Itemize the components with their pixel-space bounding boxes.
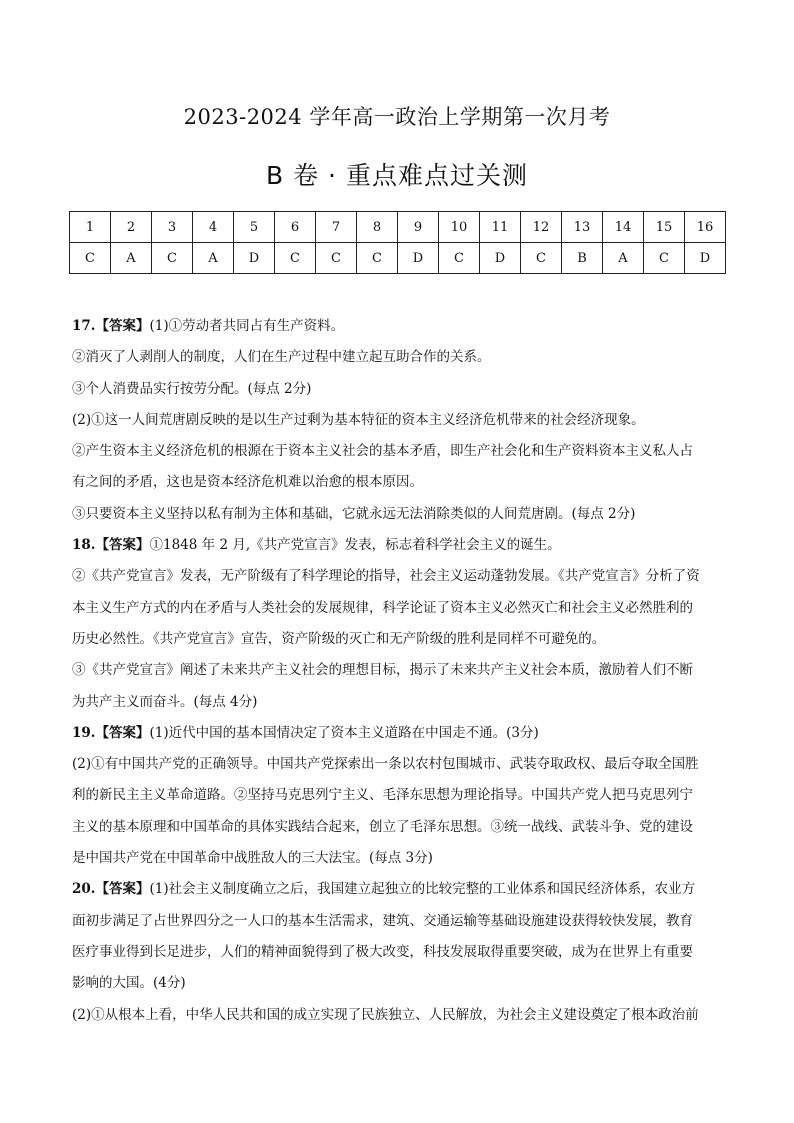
answer-text: 本主义生产方式的内在矛盾与人类社会的发展规律，科学论证了资本主义必然灭亡和社会主义必然胜利的 [72,599,693,616]
answer-cell: C [152,243,193,274]
answer-line [72,780,724,811]
answer-line [72,906,724,937]
answer-line [72,374,724,405]
question-label: 18.【答案】 [72,537,150,554]
question-number-cell: 14 [603,212,644,243]
question-number-cell: 9 [398,212,439,243]
answer-line [72,561,724,592]
answer-cell: A [111,243,152,274]
answer-text: (2)①有中国共产党的正确领导。中国共产党探索出一条以农村包围城市、武装夺取政权、最后夺取全国胜 [72,756,699,773]
answer-text: 为共产主义而奋斗。(每点 4分) [72,693,258,710]
answer-cell: C [521,243,562,274]
answer-line [72,342,724,373]
answer-line [72,968,724,999]
answer-cell: D [685,243,726,274]
answer-text: ②《共产党宣言》发表，无产阶级有了科学理论的指导，社会主义运动蓬勃发展。《共产党宣言》分析了资 [72,568,700,585]
answer-text: (2)①这一人间荒唐剧反映的是以生产过剩为基本特征的资本主义经济危机带来的社会经济现象。 [72,411,645,428]
answer-text: ②消灭了人剥削人的制度，人们在生产过程中建立起互助合作的关系。 [72,349,491,366]
answer-line [72,812,724,843]
answer-text: 影响的大国。(4分) [72,975,186,992]
answer-text: ③个人消费品实行按劳分配。(每点 2分) [72,380,312,397]
answer-text: 历史必然性。《共产党宣言》宣告，资产阶级的灭亡和无产阶级的胜利是同样不可避免的。 [72,630,606,647]
question-number-cell: 15 [644,212,685,243]
answer-line [72,311,724,342]
answer-text: (1)近代中国的基本国情决定了资本主义道路在中国走不通。(3分) [149,724,539,741]
answer-cell: C [357,243,398,274]
page-subtitle: B 卷 · 重点难点过关测 [266,161,528,190]
answer-cell: C [316,243,357,274]
question-number-cell: 5 [234,212,275,243]
question-label: 17.【答案】 [72,318,150,334]
answer-cell: D [234,243,275,274]
answer-cell: C [275,243,316,274]
answer-text: (1)①劳动者共同占有生产资料。 [149,318,345,334]
answer-line [72,436,724,467]
answer-text: ③只要资本主义坚持以私有制为主体和基础，它就永远无法消除类似的人间荒唐剧。(每点 2分) [72,505,636,522]
answer-line [72,718,724,749]
answer-line [72,405,724,436]
question-number-cell: 2 [111,212,152,243]
question-label: 20.【答案】 [72,881,150,898]
answer-cell: C [70,243,111,274]
question-number-row [70,212,726,243]
page-title: 2023-2024 学年高一政治上学期第一次月考 [183,105,611,129]
answer-line [72,499,724,530]
answer-line [72,843,724,874]
answer-line [72,1000,724,1031]
answer-text: 主义的基本原理和中国革命的具体实践结合起来，创立了毛泽东思想。③统一战线、武装斗争、党的建设 [72,818,693,835]
answer-line [72,687,724,718]
answer-row [70,243,726,274]
answer-cell: A [603,243,644,274]
question-number-cell: 12 [521,212,562,243]
answer-text: ③《共产党宣言》阐述了未来共产主义社会的理想目标，揭示了未来共产主义社会本质，激励着人们不断 [72,662,693,679]
answer-cell: C [439,243,480,274]
answer-explanations [72,311,724,1031]
answer-line [72,467,724,498]
answer-cell: D [480,243,521,274]
answer-text: ②产生资本主义经济危机的根源在于资本主义社会的基本矛盾，即生产社会化和生产资料资本主义私人占 [72,443,693,460]
question-number-cell: 7 [316,212,357,243]
answer-text: (1)社会主义制度确立之后，我国建立起独立的比较完整的工业体系和国民经济体系，农业方 [149,881,696,898]
question-number-cell: 1 [70,212,111,243]
answer-line [72,937,724,968]
answer-cell: D [398,243,439,274]
answer-text: 是中国共产党在中国革命中战胜敌人的三大法宝。(每点 3分) [72,850,433,867]
question-number-cell: 4 [193,212,234,243]
answer-line [72,874,724,905]
question-number-cell: 13 [562,212,603,243]
answer-line [72,624,724,655]
question-number-cell: 6 [275,212,316,243]
question-number-cell: 8 [357,212,398,243]
question-number-cell: 10 [439,212,480,243]
answer-text: (2)①从根本上看，中华人民共和国的成立实现了民族独立、人民解放，为社会主义建设奠定了根本政治前 [72,1006,699,1023]
answer-cell: A [193,243,234,274]
answer-key-table [69,211,726,274]
answer-cell: C [644,243,685,274]
answer-line [72,530,724,561]
question-number-cell: 3 [152,212,193,243]
answer-text: 面初步满足了占世界四分之一人口的基本生活需求，建筑、交通运输等基础设施建设获得较快发展，教育 [72,912,693,929]
answer-line [72,655,724,686]
question-number-cell: 16 [685,212,726,243]
answer-line [72,593,724,624]
answer-line [72,749,724,780]
question-label: 19.【答案】 [72,724,150,741]
question-number-cell: 11 [480,212,521,243]
answer-text: ①1848 年 2 月,《共产党宣言》发表，标志着科学社会主义的诞生。 [149,537,561,554]
answer-text: 有之间的矛盾，这也是资本经济危机难以治愈的根本原因。 [72,474,423,491]
answer-text: 医疗事业得到长足进步，人们的精神面貌得到了极大改变，科技发展取得重要突破，成为在世界上有重要 [72,943,693,960]
answer-text: 利的新民主主义革命道路。②坚持马克思列宁主义、毛泽东思想为理论指导。中国共产党人把马克思列宁 [72,787,693,804]
answer-cell: B [562,243,603,274]
